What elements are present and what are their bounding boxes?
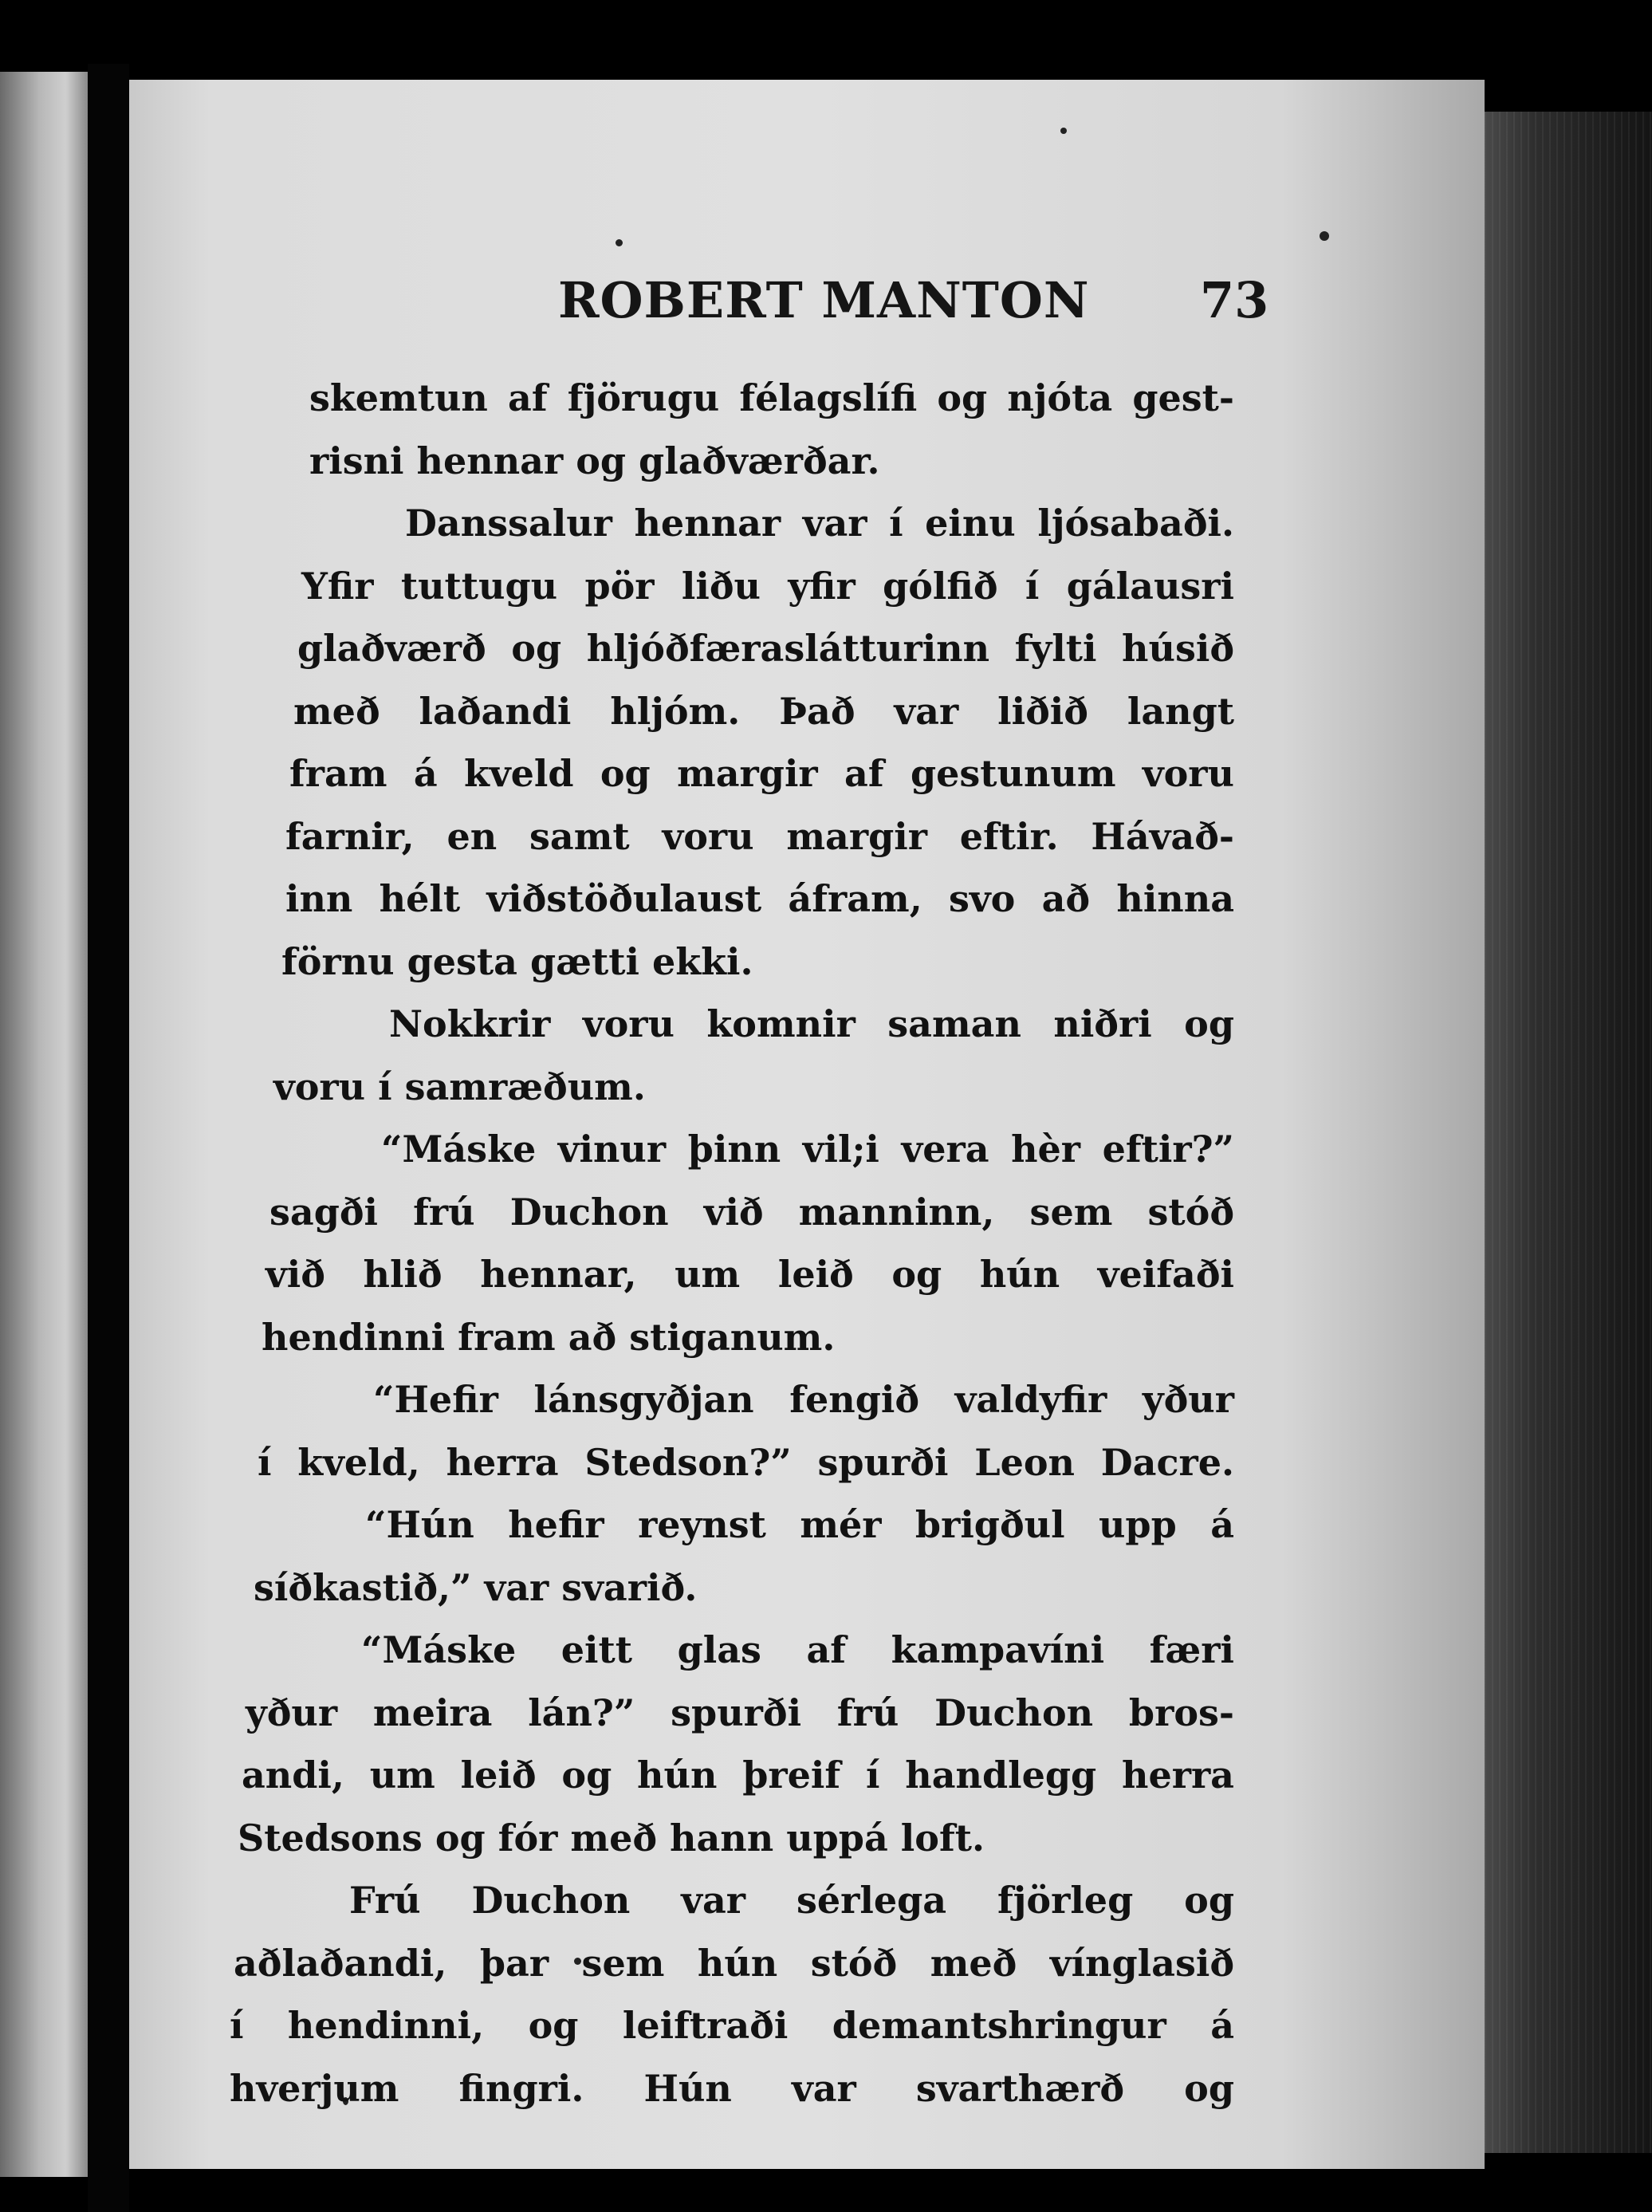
text-line: voru í samræðum. <box>273 1065 646 1108</box>
ink-speck <box>1320 231 1329 241</box>
text-line: skemtun af fjörugu félagslífi og njóta gest- <box>309 376 1234 419</box>
previous-page-edge <box>0 72 88 2177</box>
text-line: hverjum fingri. Hún var svarthærð og <box>230 2066 1234 2110</box>
text-line: andi, um leið og hún þreif í handlegg herra <box>242 1753 1234 1797</box>
text-line: með laðandi hljóm. Það var liðið langt <box>293 689 1234 733</box>
text-line: “Hún hefir reynst mér brigðul upp á <box>365 1503 1234 1546</box>
text-line: Danssalur hennar var í einu ljósabaði. <box>405 502 1234 545</box>
body-text <box>230 367 1234 2120</box>
text-line: við hlið hennar, um leið og hún veifaði <box>266 1253 1234 1296</box>
ink-speck <box>1060 128 1067 134</box>
text-line: risni hennar og glaðværðar. <box>309 439 880 482</box>
text-line: í kveld, herra Stedson?” spurði Leon Dacre. <box>258 1440 1234 1484</box>
text-line: Nokkrir voru komnir saman niðri og <box>389 1002 1234 1045</box>
text-line: sagði frú Duchon við manninn, sem stóð <box>269 1190 1234 1234</box>
text-line: Stedsons og fór með hann uppá loft. <box>238 1816 985 1860</box>
text-line: yður meira lán?” spurði frú Duchon bros- <box>246 1690 1234 1734</box>
text-line: í hendinni, og leiftraði demantshringur á <box>230 2004 1234 2047</box>
text-line: glaðværð og hljóðfæraslátturinn fylti húsið <box>297 627 1234 670</box>
text-line: síðkastið,” var svarið. <box>254 1565 698 1609</box>
book-gutter <box>88 64 129 2212</box>
running-title: ROBERT MANTON <box>558 271 1090 329</box>
page-header <box>0 271 1652 335</box>
text-line: inn hélt viðstöðulaust áfram, svo að hinna <box>285 877 1234 920</box>
text-line: “Máske eitt glas af kampavíni færi <box>361 1628 1234 1671</box>
page-fore-edge <box>1485 112 1652 2153</box>
ink-speck <box>616 239 623 246</box>
text-line: “Hefir lánsgyðjan fengið valdyfir yður <box>373 1378 1234 1421</box>
page-number: 73 <box>1200 271 1269 329</box>
text-line: farnir, en samt voru margir eftir. Hávað- <box>285 814 1234 858</box>
text-line: aðlaðandi, þar sem hún stóð með vínglasið <box>234 1941 1234 1985</box>
text-line: Yfir tuttugu pör liðu yfir gólfið í gálausri <box>301 564 1234 608</box>
text-line: förnu gesta gætti ekki. <box>281 939 753 983</box>
text-line: Frú Duchon var sérlega fjörleg og <box>349 1879 1234 1922</box>
text-line: fram á kveld og margir af gestunum voru <box>289 752 1234 795</box>
text-line: “Máske vinur þinn vil;i vera hèr eftir?” <box>381 1128 1234 1171</box>
text-line: hendinni fram að stiganum. <box>262 1315 836 1359</box>
